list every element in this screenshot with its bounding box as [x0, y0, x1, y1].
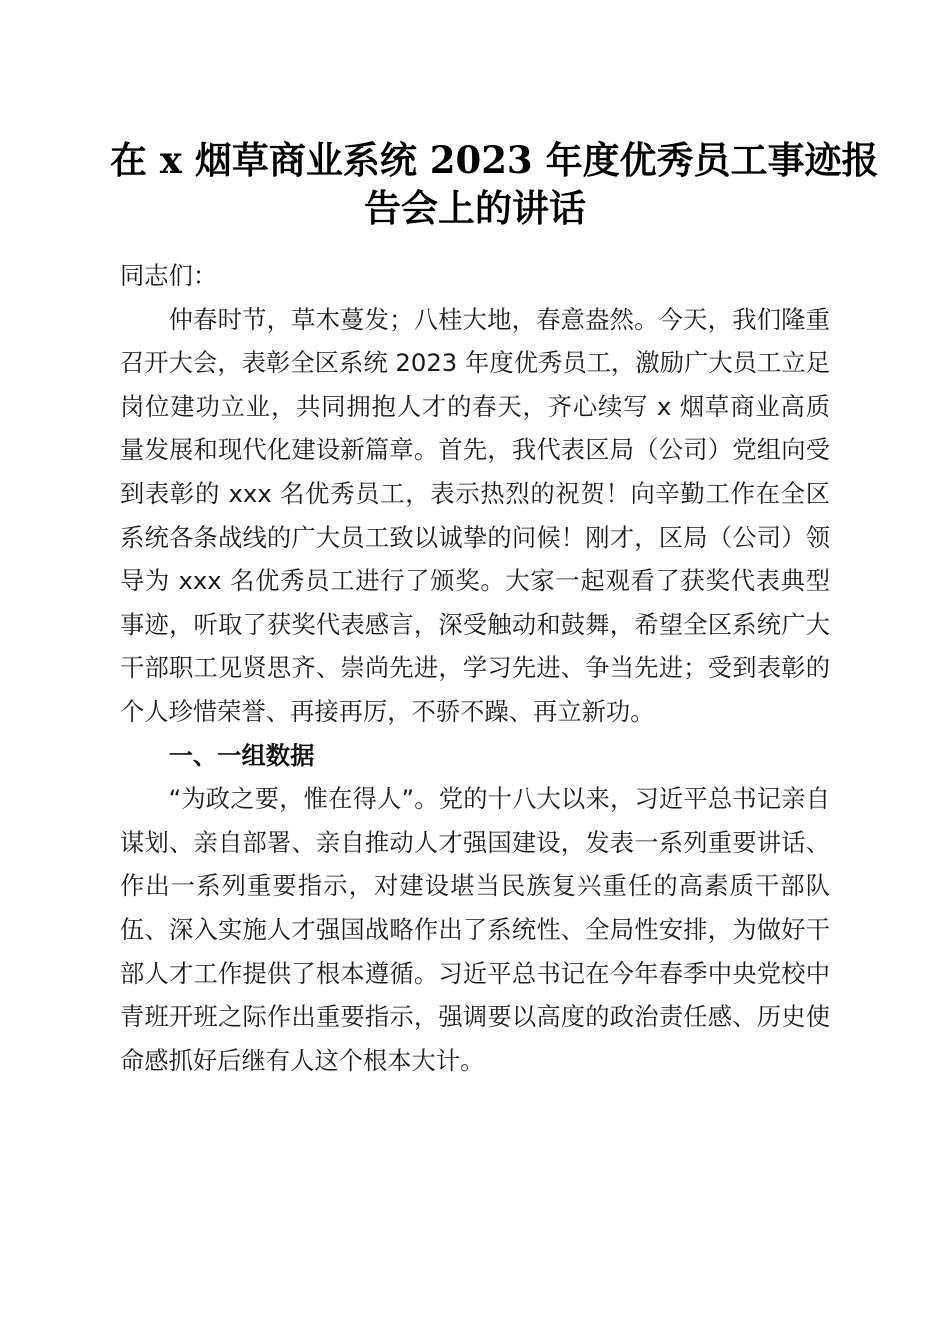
document-title	[110, 136, 879, 232]
document-body	[120, 254, 830, 1082]
paragraph-opening: 仲春时节，草木蔓发；八桂大地，春意盎然。今天，我们隆重召开大会，表彰全区系统 2023 年度优秀员工，激励广大员工立足岗位建功立业，共同拥抱人才的春天，齐心续写 x 烟草商业高质量发展和现代化建设新篇章。首先，我代表区局（公司）党组向受到表彰的 xxx 名优秀员工，表示热烈的祝贺！向辛勤工作在全区系统各条战线的广大员工致以诚挚的问候！刚才，区局（公司）领导为 xxx 名优秀员工进行了颁奖。大家一起观看了获奖代表典型事迹，听取了获奖代表感言，深受触动和鼓舞，希望全区系统广大干部职工见贤思齐、崇尚先进，学习先进、争当先进；受到表彰的个人珍惜荣誉、再接再厉，不骄不躁、再立新功。	[120, 304, 830, 726]
title-line-2: 告会上的讲话	[364, 186, 586, 230]
salutation: 同志们：	[120, 261, 218, 290]
paragraph-section-1: “为政之要，惟在得人”。党的十八大以来，习近平总书记亲自谋划、亲自部署、亲自推动人才强国建设，发表一系列重要讲话、作出一系列重要指示，对建设堪当民族复兴重任的高素质干部队伍、深入实施人才强国战略作出了系统性、全局性安排，为做好干部人才工作提供了根本遵循。习近平总书记在今年春季中央党校中青班开班之际作出重要指示，强调要以高度的政治责任感、历史使命感抓好后继有人这个根本大计。	[120, 784, 830, 1075]
section-heading-1: 一、一组数据	[168, 740, 315, 770]
title-line-1: 在 x 烟草商业系统 2023 年度优秀员工事迹报	[110, 138, 879, 182]
